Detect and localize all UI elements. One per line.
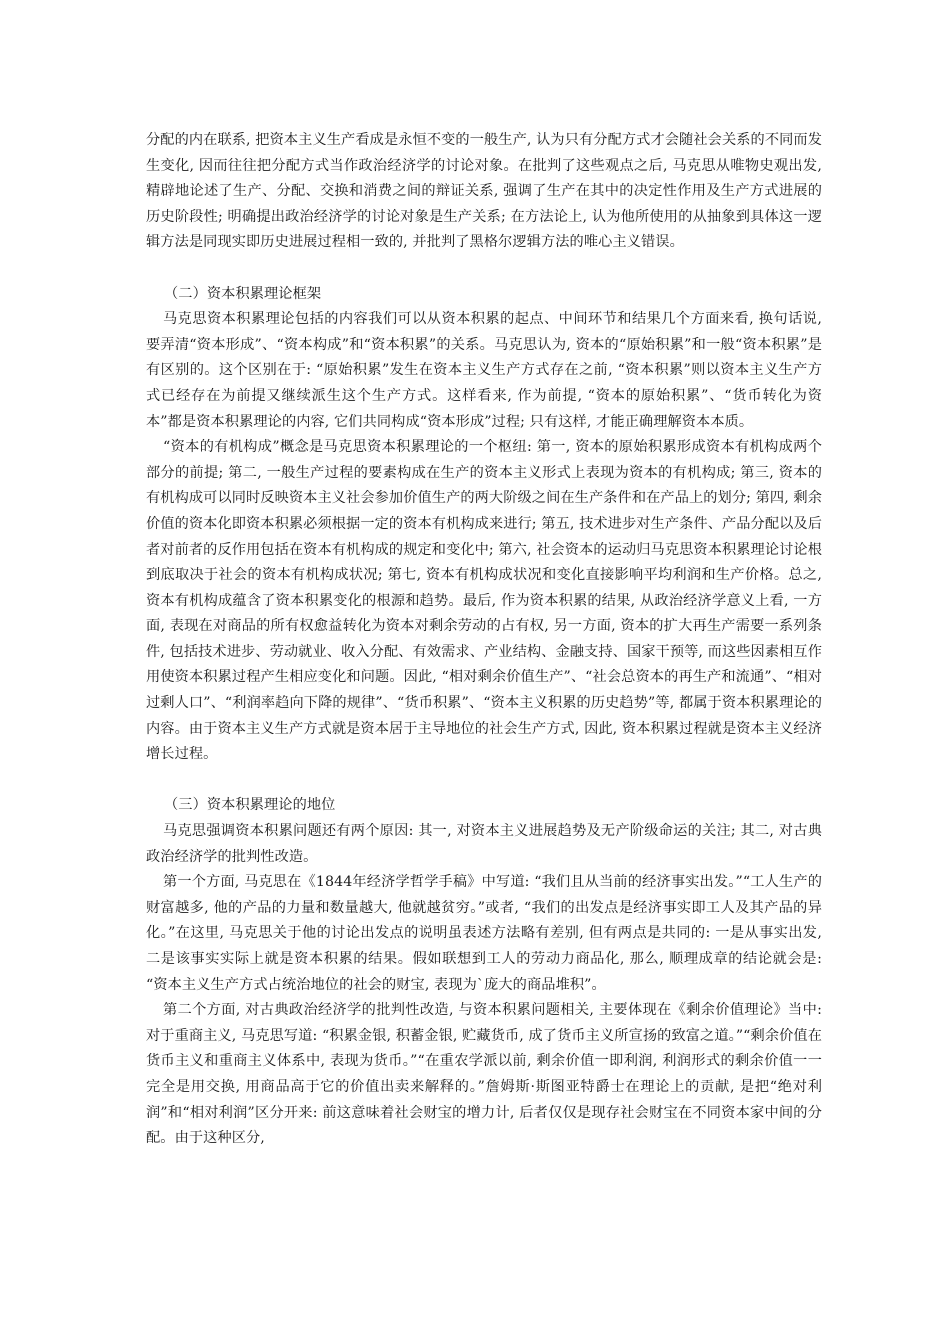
section2-paragraph-2: “资本的有机构成”概念是马克思资本积累理论的一个枢纽: 第一, 资本的原始积累形成资本有机构成两个部分的前提; 第二, 一般生产过程的要素构成在生产的资本主义形式上表现为资本的有机构成; 第三, 资本的有机构成可以同时反映资本主义社会参加价值生产的两大阶级之间在生产条件和在产品上的划分; 第四, 剩余价值的资本化即资本积累必须根据一定的资本有机构成来进行; 第五, 技术进步对生产条件、产品分配以及后者对前者的反作用包括在资本有机构成的规定和变化中; 第六, 社会资本的运动归马克思资本积累理论讨论根到底取决于社会的资本有机构成状况; 第七, 资本有机构成状况和变化直接影响平均利润和生产价格。总之, 资本有机构成蕴含了资本积累变化的根源和趋势。最后, 作为资本积累的结果, 从政治经济学意义上看, 一方面, 表现在对商品的所有权愈益转化为资本对剩余劳动的占有权, 另一方面, 资本的扩大再生产需要一系列条件, 包括技术进步、劳动就业、收入分配、有效需求、产业结构、金融支持、国家干预等, 而这些因素相互作用使资本积累过程产生相应变化和问题。因此, “相对剩余价值生产”、“社会总资本的再生产和流通”、“相对过剩人口”、“利润率趋向下降的规律”、“货币积累”、“资本主义积累的历史趋势”等, 都属于资本积累理论的内容。由于资本主义生产方式就是资本居于主导地位的社会生产方式, 因此, 资本积累过程就是资本主义经济增长过程。 — [146, 439, 822, 763]
section2-paragraph-1: 马克思资本积累理论包括的内容我们可以从资本积累的起点、中间环节和结果几个方面来看, 换句话说, 要弄清“资本形成”、“资本构成”和“资本积累”的关系。马克思认为, 资本的“原始积累”和一般“资本积累”是有区别的。这个区别在于: “原始积累”发生在资本主义生产方式存在之前, “资本积累”则以资本主义生产方式已经存在为前提又继续派生这个生产方式。这样看来, 作为前提, “资本的原始积累”、“货币转化为资本”都是资本积累理论的内容, 它们共同构成“资本形成”过程; 只有这样, 才能正确理解资本本质。 — [146, 311, 822, 430]
section-spacer — [146, 768, 822, 794]
document-page — [146, 128, 822, 1152]
intro-paragraph: 分配的内在联系, 把资本主义生产看成是永恒不变的一般生产, 认为只有分配方式才会随社会关系的不同而发生变化, 因而往往把分配方式当作政治经济学的讨论对象。在批判了这些观点之后, 马克思从唯物史观出发, 精辟地论述了生产、分配、交换和消费之间的辩证关系, 强调了生产在其中的决定性作用及生产方式进展的历史阶段性; 明确提出政治经济学的讨论对象是生产关系; 在方法论上, 认为他所使用的从抽象到具体这一逻辑方法是同现实即历史进展过程相一致的, 并批判了黑格尔逻辑方法的唯心主义错误。 — [146, 132, 822, 251]
section3-paragraph-2: 第一个方面, 马克思在《1844年经济学哲学手稿》中写道: “我们且从当前的经济事实出发。”“工人生产的财富越多, 他的产品的力量和数量越大, 他就越贫穷。”或者, “我们的出发点是经济事实即工人及其产品的异化。”在这里, 马克思关于他的讨论出发点的说明虽表述方法略有差别, 但有两点是共同的: 一是从事实出发, 二是该事实实际上就是资本积累的结果。假如联想到工人的劳动力商品化, 那么, 顺理成章的结论就会是: “资本主义生产方式占统治地位的社会的财宝, 表现为`庞大的商品堆积”。 — [146, 874, 822, 993]
section-heading-2: （二）资本积累理论框架 — [164, 285, 322, 302]
section3-paragraph-3: 第二个方面, 对古典政治经济学的批判性改造, 与资本积累问题相关, 主要体现在《剩余价值理论》当中: 对于重商主义, 马克思写道: “积累金银, 积蓄金银, 贮藏货币, 成了货币主义所宣扬的致富之道。”“剩余价值在货币主义和重商主义体系中, 表现为货币。”“在重农学派以前, 剩余价值一即利润, 利润形式的剩余价值一一完全是用交换, 用商品高于它的价值出卖来解释的。”詹姆斯·斯图亚特爵士在理论上的贡献, 是把“绝对利润”和“相对利润”区分开来: 前这意味着社会财宝的增力计, 后者仅仅是现存社会财宝在不同资本家中间的分配。由于这种区分, — [146, 1002, 822, 1147]
section-spacer — [146, 256, 822, 282]
section-heading-3: （三）资本积累理论的地位 — [164, 797, 336, 814]
section3-paragraph-1: 马克思强调资本积累问题还有两个原因: 其一, 对资本主义进展趋势及无产阶级命运的关注; 其二, 对古典政治经济学的批判性改造。 — [146, 823, 822, 865]
